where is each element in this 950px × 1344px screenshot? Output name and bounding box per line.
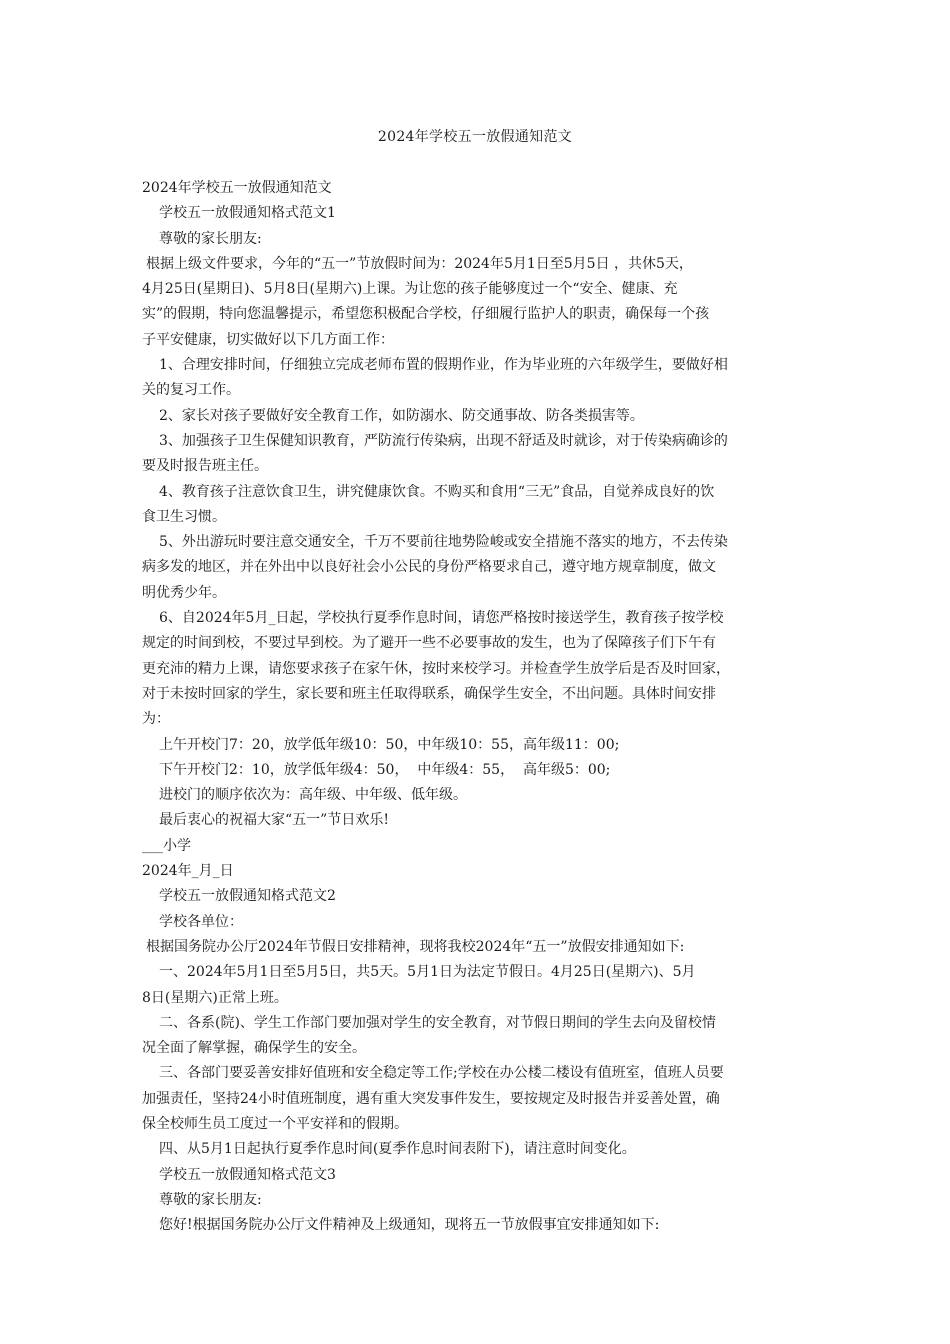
text-line: 2、家长对孩子要做好安全教育工作，如防溺水、防交通事故、防各类损害等。 bbox=[159, 407, 644, 424]
text-line: 4月25日(星期日)、5月8日(星期六)上课。为让您的孩子能够度过一个“安全、健康、充 bbox=[142, 281, 678, 298]
text-line: 四、从5月1日起执行夏季作息时间(夏季作息时间表附下)，请注意时间变化。 bbox=[159, 1141, 636, 1158]
text-line: 2024年_月_日 bbox=[142, 863, 234, 880]
text-line: 尊敬的家长朋友: bbox=[159, 1191, 262, 1208]
text-line: 上午开校门7：20，放学低年级10：50，中年级10：55，高年级11：00; bbox=[159, 736, 620, 753]
text-line: 6、自2024年5月_日起，学校执行夏季作息时间，请您严格按时接送学生，教育孩子按学校 bbox=[159, 610, 724, 627]
text-line: ___小学 bbox=[142, 837, 191, 854]
text-line: 学校各单位： bbox=[159, 913, 243, 930]
text-line: 为： bbox=[142, 711, 170, 728]
text-line: 3、加强孩子卫生保健知识教育，严防流行传染病，出现不舒适及时就诊，对于传染病确诊的 bbox=[159, 432, 728, 449]
text-line: 根据国务院办公厅2024年节假日安排精神，现将我校2024年“五一”放假安排通知如下: bbox=[146, 938, 685, 955]
text-line: 最后衷心的祝福大家“五一”节日欢乐! bbox=[159, 812, 389, 829]
text-line: 更充沛的精力上课，请您要求孩子在家午休，按时来校学习。并检查学生放学后是否及时回家， bbox=[142, 660, 730, 677]
text-line: 下午开校门2：10，放学低年级4：50， 中年级4：55， 高年级5：00; bbox=[159, 761, 611, 778]
text-line: 进校门的顺序依次为：高年级、中年级、低年级。 bbox=[159, 787, 467, 804]
document-body bbox=[142, 176, 810, 1238]
text-line: 二、各系(院)、学生工作部门要加强对学生的安全教育，对节假日期间的学生去向及留校情 bbox=[159, 1014, 716, 1031]
text-line: 一、2024年5月1日至5月5日，共5天。5月1日为法定节假日。4月25日(星期六)、5月 bbox=[159, 964, 696, 981]
text-line: 学校五一放假通知格式范文1 bbox=[159, 205, 336, 222]
text-line: 5、外出游玩时要注意交通安全，千万不要前往地势险峻或安全措施不落实的地方，不去传染 bbox=[159, 534, 728, 551]
text-line: 关的复习工作。 bbox=[142, 382, 240, 399]
text-line: 学校五一放假通知格式范文3 bbox=[159, 1166, 336, 1183]
text-line: 对于未按时回家的学生，家长要和班主任取得联系，确保学生安全，不出问题。具体时间安排 bbox=[142, 685, 716, 702]
text-line: 4、教育孩子注意饮食卫生，讲究健康饮食。不购买和食用“三无”食品，自觉养成良好的饮 bbox=[159, 483, 715, 500]
text-line: 加强责任，坚持24小时值班制度，遇有重大突发事件发生，要按规定及时报告并妥善处置，确 bbox=[142, 1090, 720, 1107]
text-line: 食卫生习惯。 bbox=[142, 508, 226, 525]
text-line: 1、合理安排时间，仔细独立完成老师布置的假期作业，作为毕业班的六年级学生，要做好相 bbox=[159, 357, 728, 374]
text-line: 您好!根据国务院办公厅文件精神及上级通知，现将五一节放假事宜安排通知如下: bbox=[159, 1217, 660, 1234]
text-line: 实”的假期，特向您温馨提示，希望您积极配合学校，仔细履行监护人的职责，确保每一个孩 bbox=[142, 306, 710, 323]
text-line: 根据上级文件要求，今年的“五一”节放假时间为：2024年5月1日至5月5日 ，共休5天， bbox=[146, 255, 693, 272]
text-line: 尊敬的家长朋友: bbox=[159, 230, 262, 247]
text-line: 保全校师生员工度过一个平安祥和的假期。 bbox=[142, 1115, 408, 1132]
text-line: 学校五一放假通知格式范文2 bbox=[159, 888, 336, 905]
text-line: 2024年学校五一放假通知范文 bbox=[142, 180, 332, 196]
text-line: 要及时报告班主任。 bbox=[142, 458, 268, 475]
text-line: 规定的时间到校，不要过早到校。为了避开一些不必要事故的发生，也为了保障孩子们下午有 bbox=[142, 635, 716, 652]
document-title: 2024年学校五一放假通知范文 bbox=[377, 129, 573, 145]
text-line: 8日(星期六)正常上班。 bbox=[142, 989, 288, 1006]
text-line: 明优秀少年。 bbox=[142, 584, 226, 601]
text-line: 病多发的地区，并在外出中以良好社会小公民的身份严格要求自己，遵守地方规章制度，做文 bbox=[142, 559, 716, 576]
text-line: 子平安健康，切实做好以下几方面工作： bbox=[142, 331, 394, 348]
text-line: 况全面了解掌握，确保学生的安全。 bbox=[142, 1040, 366, 1057]
text-line: 三、各部门要妥善安排好值班和安全稳定等工作;学校在办公楼二楼设有值班室，值班人员要 bbox=[159, 1065, 724, 1082]
